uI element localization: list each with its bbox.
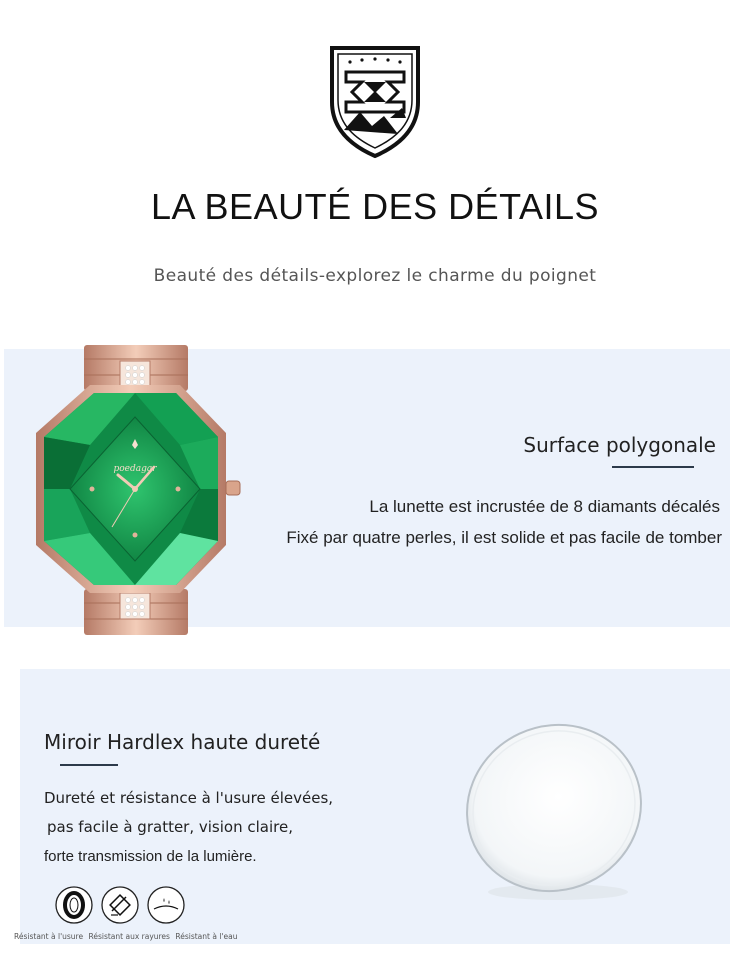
page-subtitle: Beauté des détails-explorez le charme du poignet	[153, 266, 597, 286]
watch-description-line-2: Fixé par quatre perles, il est solide et pas facile de tomber	[286, 528, 722, 547]
feature-labels	[14, 932, 237, 941]
mirror-description-line-3: forte transmission de la lumière.	[44, 848, 257, 865]
mirror-description-line-2: pas facile à gratter, vision claire,	[47, 818, 293, 836]
polygonal-surface-heading: Surface polygonale	[523, 433, 716, 457]
feature-label: Résistant aux rayures	[88, 932, 170, 941]
crystal-lens-image	[458, 716, 648, 906]
feature-label: Résistant à l'eau	[175, 932, 238, 941]
heading-underline	[612, 466, 694, 468]
mirror-description-line-1: Dureté et résistance à l'usure élevées,	[44, 789, 334, 807]
watch-image	[30, 345, 260, 635]
water-resistant-icon	[146, 885, 186, 925]
dial-brand-text: poedagar	[113, 464, 157, 474]
wear-resistant-icon	[54, 885, 94, 925]
brand-shield-logo-icon	[328, 42, 422, 160]
page-title: LA BEAUTÉ DES DÉTAILS	[151, 186, 599, 227]
feature-label: Résistant à l'usure	[14, 932, 84, 941]
watch-description-line-1: La lunette est incrustée de 8 diamants décalés	[369, 497, 720, 516]
heading-underline	[60, 764, 118, 766]
scratch-resistant-icon	[100, 885, 140, 925]
hardlex-mirror-heading: Miroir Hardlex haute dureté	[44, 730, 321, 754]
